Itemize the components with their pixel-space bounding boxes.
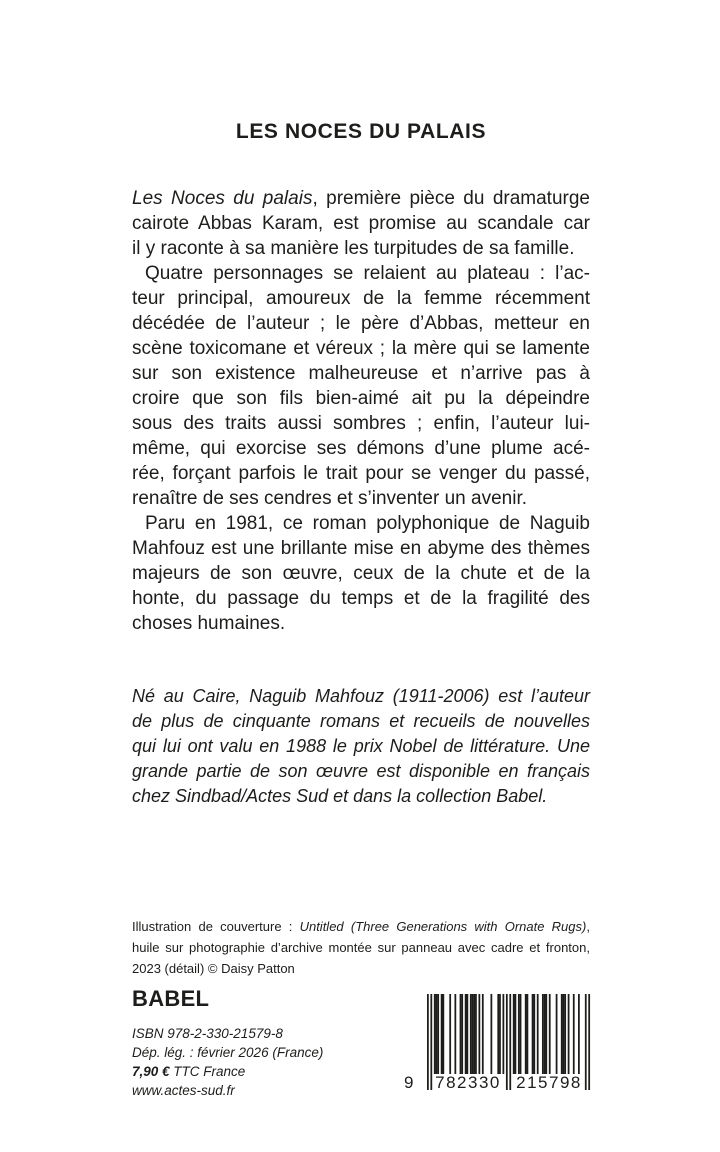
artwork-title-italic: Untitled (Three Generations with Ornate Rugs) [299,919,587,934]
body-line: sur son existence malheureuse et n’arrive pas à [132,363,590,384]
work-title-italic: Les Noces du palais [132,188,313,209]
body-line: Les Noces du palais, première pièce du dramaturge [132,188,590,209]
body-line: Paru en 1981, ce roman polyphonique de Naguib [145,513,590,534]
body-line: Quatre personnages se relaient au plateau : l’ac- [145,263,590,284]
bio-line: de plus de cinquante romans et recueils de nouvelles [132,711,590,731]
body-line: honte, du passage du temps et de la fragilité des [132,588,590,609]
collection-logo: BABEL [132,986,210,1011]
body-line: Mahfouz est une brillante mise en abyme des thèmes [132,538,590,559]
price [132,1062,323,1081]
bio-line: qui lui ont valu en 1988 le prix Nobel de littérature. Une [132,736,590,756]
bio-line: grande partie de son œuvre est disponible en français [132,761,590,781]
body-line: sous des traits aussi sombres ; enfin, l’auteur lui- [132,413,590,434]
legal-deposit: Dép. lég. : février 2026 (France) [132,1045,324,1060]
body-line: cairote Abbas Karam, est promise au scandale car [132,213,590,234]
author-bio [132,684,590,809]
body-line: il y raconte à sa manière les turpitudes de sa famille. [132,238,575,259]
cover-illustration-credit [132,916,590,979]
credit-line: huile sur photographie d’archive montée sur panneau avec cadre et fronton, [132,940,590,955]
imprint-lines [132,1024,323,1100]
body-line: rée, forçant parfois le trait pour se venger du passé, [132,463,590,484]
body-line: renaître de ses cendres et s’inventer un avenir. [132,488,528,509]
barcode-digits-right: 215798 [516,1073,582,1092]
price-suffix: TTC France [169,1064,246,1079]
body-line: choses humaines. [132,613,286,634]
body-line: majeurs de son œuvre, ceux de la chute et de la [132,563,590,584]
body-line: teur principal, amoureux de la femme récemment [132,288,590,309]
barcode-digit-first: 9 [404,1073,414,1092]
body-line: croire que son fils bien-aimé ait pu la dépeindre [132,388,590,409]
credit-line: Illustration de couverture : Untitled (Three Generations with Ornate Rugs), [132,919,590,934]
price-amount: 7,90 € [132,1064,170,1079]
credit-line: 2023 (détail) © Daisy Patton [132,961,295,976]
imprint-block [132,986,323,1100]
bio-line: Né au Caire, Naguib Mahfouz (1911-2006) est l’auteur [132,686,590,706]
bio-line: chez Sindbad/Actes Sud et dans la collection Babel. [132,786,548,806]
isbn: ISBN 978-2-330-21579-8 [132,1026,283,1041]
synopsis [132,186,590,636]
book-title: LES NOCES DU PALAIS [235,120,487,143]
barcode-digits-left: 782330 [435,1073,501,1092]
publisher-website: www.actes-sud.fr [132,1083,235,1098]
body-line: scène toxicomane et véreux ; la mère qui se lamente [132,338,590,359]
body-line: décédée de l’auteur ; le père d’Abbas, metteur en [132,313,590,334]
body-line: même, qui exorcise ses démons d’une plume acé- [132,438,590,459]
